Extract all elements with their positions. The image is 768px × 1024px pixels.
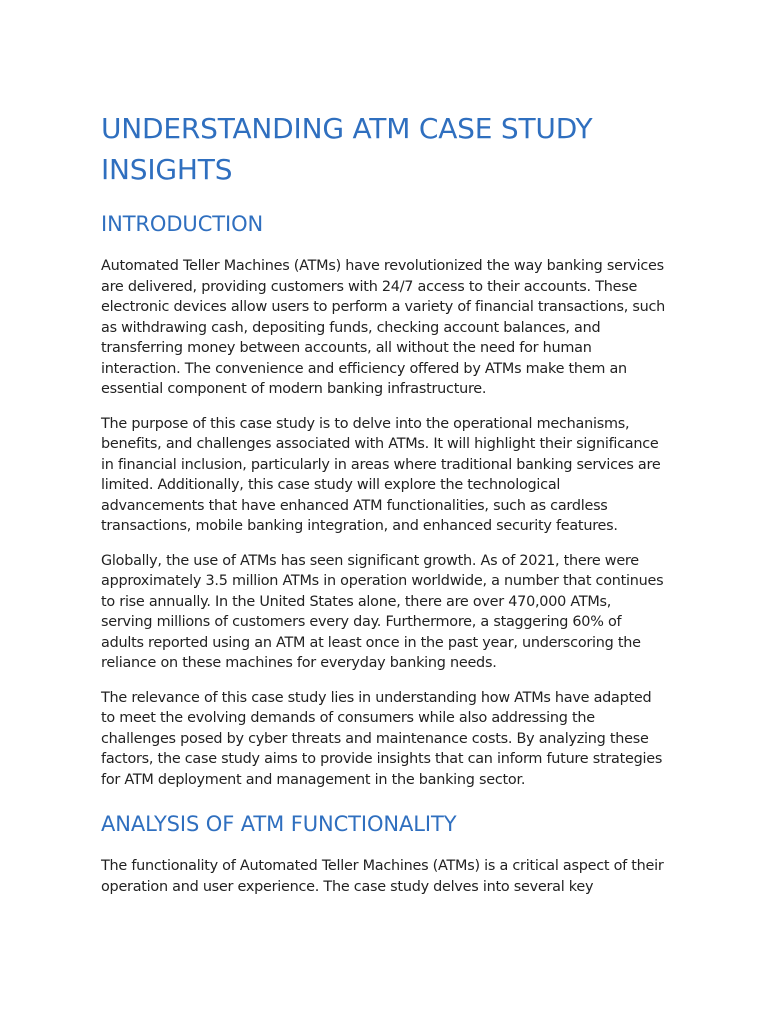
analysis-paragraph-1: The functionality of Automated Teller Machines (ATMs) is a critical aspect of their operation and user experience. The case study delves into several key — [101, 858, 664, 895]
intro-paragraph-3: Globally, the use of ATMs has seen significant growth. As of 2021, there were approximately 3.5 million ATMs in operation worldwide, a number that continues to rise annually. In the United States alone, there are over 470,000 ATMs, serving millions of customers every day. Furthermore, a staggering 60% of adults reported using an ATM at least once in the past year, underscoring the reliance on these machines for everyday banking needs. — [101, 552, 664, 671]
document-title: UNDERSTANDING ATM CASE STUDY INSIGHTS — [101, 112, 593, 186]
intro-paragraph-4: The relevance of this case study lies in understanding how ATMs have adapted to meet the evolving demands of consumers while also addressing the challenges posed by cyber threats and maintenance costs. By analyzing these factors, the case study aims to provide insights that can inform future strategies for ATM deployment and management in the banking sector. — [101, 689, 663, 788]
intro-paragraph-2: The purpose of this case study is to delve into the operational mechanisms, benefits, and challenges associated with ATMs. It will highlight their significance in financial inclusion, particularly in areas where traditional banking services are limited. Additionally, this case study will explore the technological advancements that have enhanced ATM functionalities, such as cardless transactions, mobile banking integration, and enhanced security features. — [101, 415, 661, 534]
section-heading-introduction: INTRODUCTION — [101, 212, 264, 236]
section-heading-analysis: ANALYSIS OF ATM FUNCTIONALITY — [101, 812, 457, 836]
document-page — [101, 108, 666, 911]
intro-paragraph-1: Automated Teller Machines (ATMs) have revolutionized the way banking services are delivered, providing customers with 24/7 access to their accounts. These electronic devices allow users to perform a variety of financial transactions, such as withdrawing cash, depositing funds, checking account balances, and transferring money between accounts, all without the need for human interaction. The convenience and efficiency offered by ATMs make them an essential component of modern banking infrastructure. — [101, 258, 666, 397]
